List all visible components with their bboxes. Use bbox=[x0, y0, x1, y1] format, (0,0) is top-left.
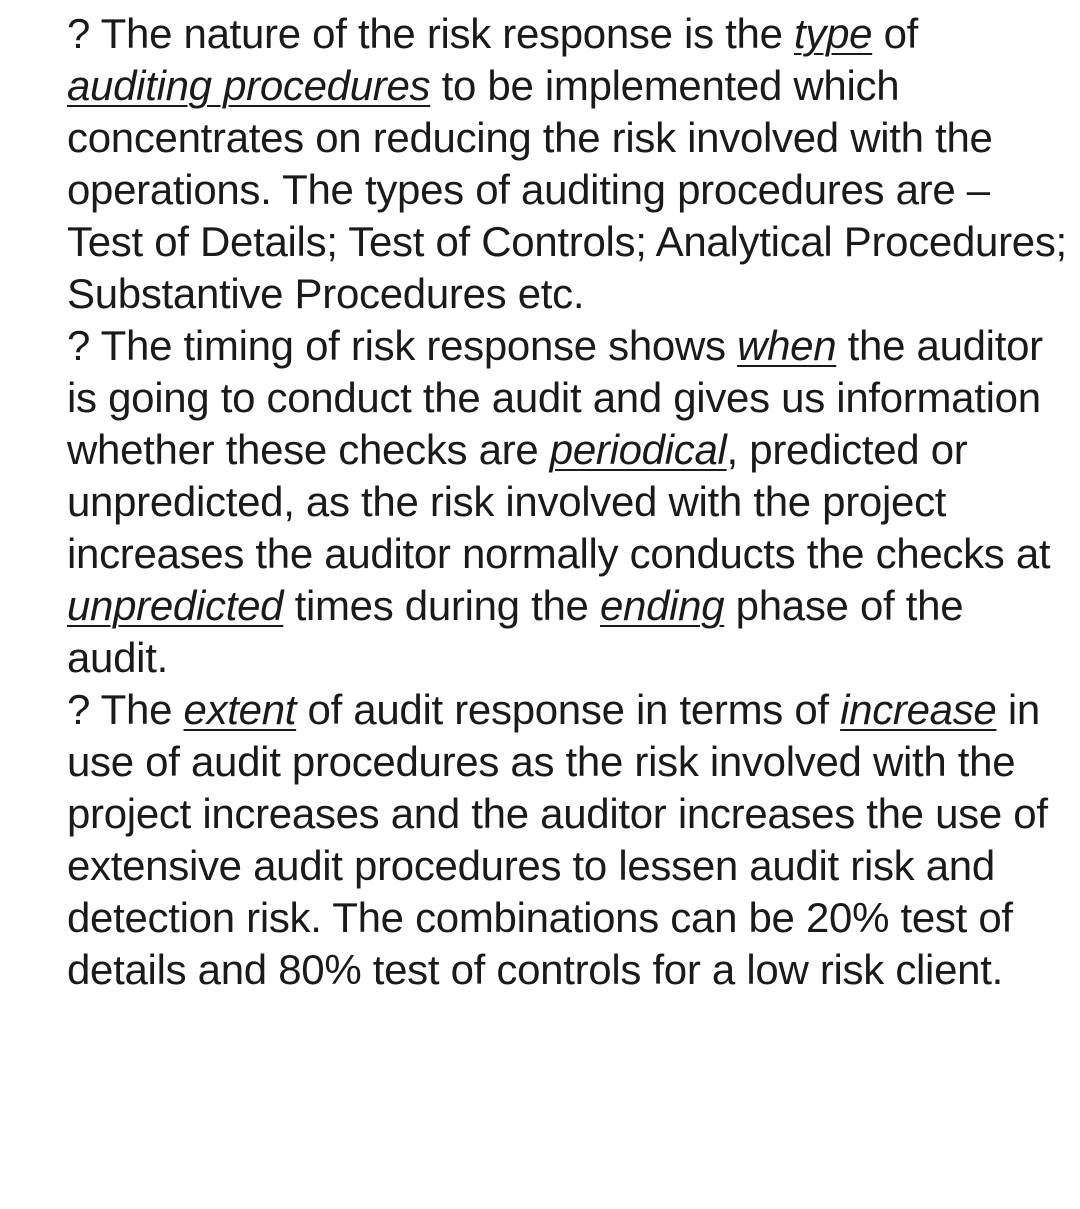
emphasis-extent: extent bbox=[183, 686, 297, 733]
text-segment: ? The nature of the risk response is the bbox=[67, 10, 795, 57]
emphasis-periodical: periodical bbox=[549, 426, 727, 473]
document-body bbox=[67, 8, 1067, 996]
emphasis-increase: increase bbox=[840, 686, 997, 733]
paragraph-timing bbox=[67, 320, 1067, 684]
text-segment: phase of the audit. bbox=[67, 582, 964, 681]
text-segment: times during the bbox=[283, 582, 600, 629]
text-segment: , predicted or unpredicted, as the risk involved with the project increases the auditor normally conducts the checks at bbox=[67, 426, 1051, 577]
text-segment: ? The timing of risk response shows bbox=[67, 322, 738, 369]
emphasis-auditing-procedures: auditing procedures bbox=[67, 62, 431, 109]
emphasis-unpredicted: unpredicted bbox=[67, 582, 284, 629]
paragraph-nature bbox=[67, 8, 1067, 320]
emphasis-when: when bbox=[737, 322, 837, 369]
emphasis-ending: ending bbox=[599, 582, 725, 629]
paragraph-extent bbox=[67, 684, 1067, 996]
text-segment: the auditor is going to conduct the audit and gives us information whether these checks are bbox=[67, 322, 1043, 473]
text-segment: of bbox=[872, 10, 918, 57]
emphasis-type: type bbox=[794, 10, 873, 57]
text-segment: ? The bbox=[67, 686, 184, 733]
text-segment: in use of audit procedures as the risk involved with the project increases and the auditor increases the use of extensive audit procedures to lessen audit risk and detection risk. The combinations can be 20% test of details and 80% test of controls for a low risk client. bbox=[67, 686, 1048, 993]
text-segment: to be implemented which concentrates on reducing the risk involved with the operations. The types of auditing procedures are – Test of Details; Test of Controls; Analytical Procedures; Substantive Procedures etc. bbox=[67, 62, 1067, 317]
text-segment: of audit response in terms of bbox=[296, 686, 841, 733]
